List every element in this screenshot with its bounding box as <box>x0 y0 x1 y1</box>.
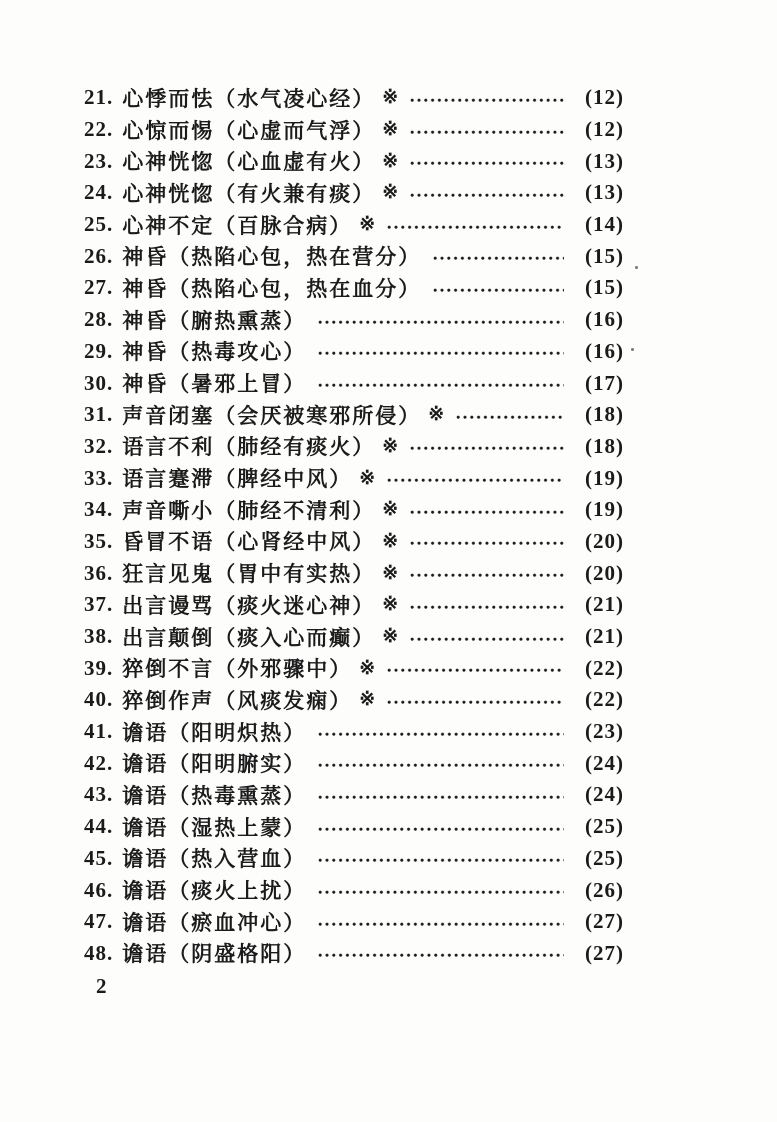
entry-title: 神昏（热陷心包，热在营分） <box>122 245 422 270</box>
toc-entry <box>84 336 624 368</box>
entry-page-number: (25) <box>585 814 624 839</box>
toc-entry <box>84 462 624 494</box>
reference-marker: ※ <box>382 435 399 457</box>
entry-number: 39. <box>84 655 114 680</box>
dot-leader <box>318 953 564 959</box>
toc-entry <box>84 177 624 209</box>
dot-leader <box>410 510 564 516</box>
toc-entry <box>84 938 624 970</box>
dot-leader <box>318 890 564 896</box>
toc-entry <box>84 557 624 589</box>
toc-entry <box>84 589 624 621</box>
reference-marker: ※ <box>359 689 376 711</box>
entry-number: 45. <box>84 845 114 870</box>
dot-leader <box>410 161 564 167</box>
entry-title: 心惊而惕（心虚而气浮） <box>122 118 376 143</box>
entry-title: 心神恍惚（有火兼有痰） <box>122 181 376 206</box>
toc-entry <box>84 779 624 811</box>
entry-page-number: (20) <box>585 528 624 553</box>
dot-leader <box>410 573 564 579</box>
entry-page-number: (12) <box>585 85 624 110</box>
entry-title: 神昏（腑热熏蒸） <box>122 308 307 333</box>
reference-marker: ※ <box>382 626 399 648</box>
entry-page-number: (14) <box>585 212 624 237</box>
entry-page-number: (25) <box>585 845 624 870</box>
entry-page-number: (20) <box>585 560 624 585</box>
entry-title: 谵语（痰火上扰） <box>122 879 307 904</box>
entry-title: 心神恍惚（心血虚有火） <box>122 150 376 175</box>
dot-leader <box>433 288 564 294</box>
entry-page-number: (19) <box>585 465 624 490</box>
dot-leader <box>318 351 564 357</box>
toc-entry <box>84 209 624 241</box>
dot-leader <box>410 130 564 136</box>
entry-page-number: (21) <box>585 592 624 617</box>
dot-leader <box>410 193 564 199</box>
entry-page-number: (18) <box>585 433 624 458</box>
entry-page-number: (18) <box>585 402 624 427</box>
toc-entry <box>84 145 624 177</box>
dot-leader <box>410 446 564 452</box>
dot-leader <box>410 605 564 611</box>
entry-title: 出言颠倒（痰入心而癫） <box>122 625 376 650</box>
dot-leader <box>318 320 564 326</box>
entry-title: 谵语（阳明腑实） <box>122 752 307 777</box>
toc-entry <box>84 114 624 146</box>
entry-page-number: (16) <box>585 338 624 363</box>
entry-title: 谵语（热入营血） <box>122 847 307 872</box>
toc-entry <box>84 843 624 875</box>
entry-page-number: (15) <box>585 275 624 300</box>
entry-number: 41. <box>84 719 114 744</box>
reference-marker: ※ <box>428 404 445 426</box>
entry-number: 28. <box>84 307 114 332</box>
entry-title: 语言蹇滞（脾经中风） <box>122 467 353 492</box>
dot-leader <box>318 858 564 864</box>
entry-page-number: (15) <box>585 243 624 268</box>
toc-entry <box>84 684 624 716</box>
toc-entry <box>84 716 624 748</box>
toc-entry <box>84 874 624 906</box>
dot-leader <box>318 795 564 801</box>
entry-number: 42. <box>84 750 114 775</box>
entry-title: 狂言见鬼（胃中有实热） <box>122 562 376 587</box>
dot-leader <box>387 225 564 231</box>
entry-page-number: (13) <box>585 180 624 205</box>
entry-number: 21. <box>84 85 114 110</box>
entry-page-number: (12) <box>585 117 624 142</box>
reference-marker: ※ <box>359 214 376 236</box>
toc-entry <box>84 82 624 114</box>
entry-number: 37. <box>84 592 114 617</box>
entry-number: 29. <box>84 338 114 363</box>
entry-title: 心悸而怯（水气凌心经） <box>122 86 376 111</box>
entry-title: 谵语（热毒熏蒸） <box>122 783 307 808</box>
page-number: 2 <box>96 974 107 999</box>
entry-number: 33. <box>84 465 114 490</box>
entry-title: 声音闭塞（会厌被寒邪所侵） <box>122 403 422 428</box>
entry-page-number: (27) <box>585 940 624 965</box>
dot-leader <box>387 478 564 484</box>
entry-title: 谵语（湿热上蒙） <box>122 815 307 840</box>
entry-title: 谵语（阳明炽热） <box>122 720 307 745</box>
reference-marker: ※ <box>382 499 399 521</box>
entry-number: 46. <box>84 877 114 902</box>
toc-entry <box>84 747 624 779</box>
entry-number: 40. <box>84 687 114 712</box>
toc-entry <box>84 304 624 336</box>
entry-title: 心神不定（百脉合病） <box>122 213 353 238</box>
entry-title: 语言不利（肺经有痰火） <box>122 435 376 460</box>
entry-page-number: (24) <box>585 782 624 807</box>
entry-number: 30. <box>84 370 114 395</box>
scan-speck <box>631 348 634 351</box>
dot-leader <box>410 98 564 104</box>
entry-number: 25. <box>84 212 114 237</box>
dot-leader <box>318 732 564 738</box>
entry-title: 神昏（热陷心包，热在血分） <box>122 276 422 301</box>
entry-title: 神昏（热毒攻心） <box>122 340 307 365</box>
entry-number: 22. <box>84 117 114 142</box>
entry-number: 48. <box>84 940 114 965</box>
reference-marker: ※ <box>382 150 399 172</box>
dot-leader <box>410 541 564 547</box>
entry-title: 昏冒不语（心肾经中风） <box>122 530 376 555</box>
toc-entry <box>84 494 624 526</box>
toc-entry <box>84 240 624 272</box>
entry-number: 24. <box>84 180 114 205</box>
dot-leader <box>318 827 564 833</box>
toc-entry <box>84 367 624 399</box>
dot-leader <box>318 383 564 389</box>
dot-leader <box>318 763 564 769</box>
entry-page-number: (23) <box>585 719 624 744</box>
toc-entry <box>84 906 624 938</box>
entry-number: 43. <box>84 782 114 807</box>
reference-marker: ※ <box>359 467 376 489</box>
dot-leader <box>433 256 564 262</box>
entry-page-number: (22) <box>585 687 624 712</box>
reference-marker: ※ <box>382 119 399 141</box>
entry-page-number: (16) <box>585 307 624 332</box>
entry-page-number: (26) <box>585 877 624 902</box>
dot-leader <box>410 637 564 643</box>
dot-leader <box>456 415 564 421</box>
entry-number: 32. <box>84 433 114 458</box>
reference-marker: ※ <box>382 530 399 552</box>
entry-number: 26. <box>84 243 114 268</box>
entry-title: 出言谩骂（痰火迷心神） <box>122 593 376 618</box>
entry-number: 36. <box>84 560 114 585</box>
toc-entry <box>84 272 624 304</box>
entry-title: 神昏（暑邪上冒） <box>122 372 307 397</box>
toc-entry <box>84 399 624 431</box>
entry-page-number: (19) <box>585 497 624 522</box>
entry-number: 47. <box>84 909 114 934</box>
entry-page-number: (13) <box>585 148 624 173</box>
toc-entry <box>84 526 624 558</box>
entry-number: 31. <box>84 402 114 427</box>
entry-number: 35. <box>84 528 114 553</box>
entry-number: 23. <box>84 148 114 173</box>
toc-entry <box>84 621 624 653</box>
entry-title: 猝倒作声（风痰发痫） <box>122 688 353 713</box>
entry-title: 声音嘶小（肺经不清利） <box>122 498 376 523</box>
entry-title: 谵语（瘀血冲心） <box>122 910 307 935</box>
dot-leader <box>318 922 564 928</box>
scan-speck <box>635 266 638 269</box>
dot-leader <box>387 700 564 706</box>
reference-marker: ※ <box>382 594 399 616</box>
entry-page-number: (22) <box>585 655 624 680</box>
toc-entry <box>84 811 624 843</box>
entry-number: 34. <box>84 497 114 522</box>
entry-page-number: (27) <box>585 909 624 934</box>
reference-marker: ※ <box>382 87 399 109</box>
entry-page-number: (17) <box>585 370 624 395</box>
reference-marker: ※ <box>382 562 399 584</box>
reference-marker: ※ <box>382 182 399 204</box>
entry-page-number: (21) <box>585 624 624 649</box>
reference-marker: ※ <box>359 657 376 679</box>
entry-page-number: (24) <box>585 750 624 775</box>
toc-entry <box>84 652 624 684</box>
entry-number: 44. <box>84 814 114 839</box>
dot-leader <box>387 668 564 674</box>
entry-number: 38. <box>84 624 114 649</box>
toc-entry <box>84 431 624 463</box>
entry-title: 谵语（阴盛格阳） <box>122 942 307 967</box>
entry-title: 猝倒不言（外邪骤中） <box>122 657 353 682</box>
entry-number: 27. <box>84 275 114 300</box>
